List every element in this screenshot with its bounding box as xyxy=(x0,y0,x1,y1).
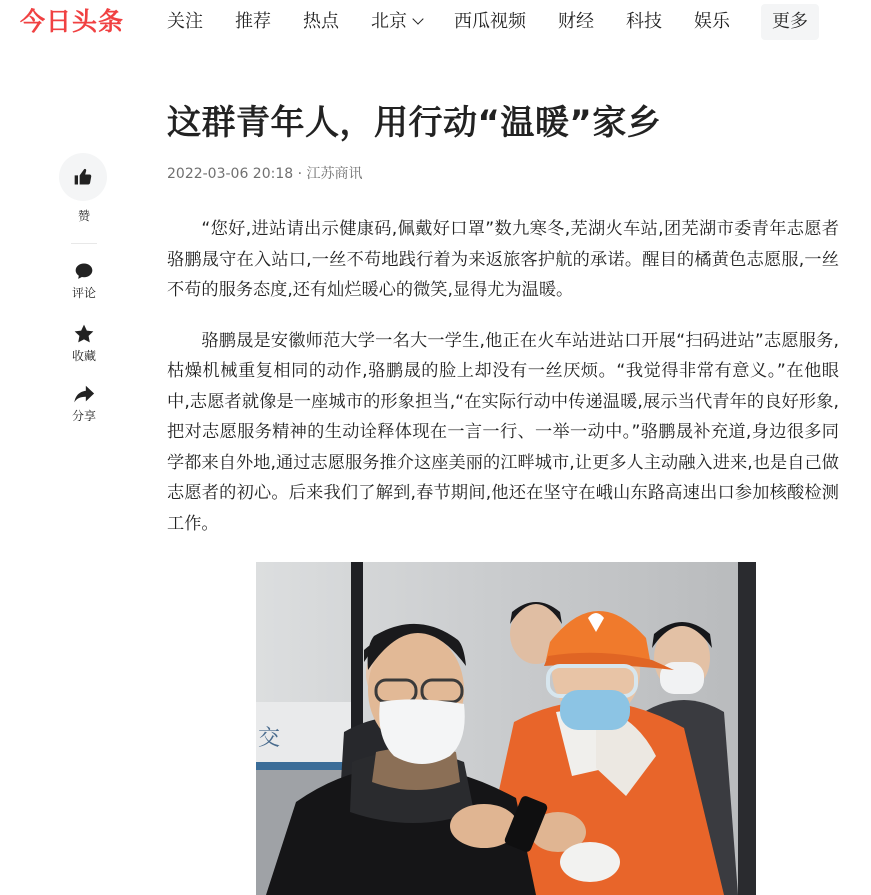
thumbs-up-icon xyxy=(73,167,93,187)
star-icon xyxy=(73,323,95,345)
rail-divider xyxy=(71,243,97,244)
share-label: 分享 xyxy=(71,409,96,423)
article xyxy=(167,92,839,539)
like-button[interactable] xyxy=(59,153,107,201)
article-source[interactable]: 江苏商讯 xyxy=(306,166,363,182)
nav-item-hot[interactable]: 热点 xyxy=(303,11,339,32)
article-title: 这群青年人，用行动“温暖”家乡 xyxy=(167,103,662,143)
article-paragraph: 骆鹏晟是安徽师范大学一名大一学生,他正在火车站进站口开展“扫码进站”志愿服务,枯燥机械重复相同的动作,骆鹏晟的脸上却没有一丝厌烦。“我觉得非常有意义。”在他眼中,志愿者就像是一座城市的形象担当,“在实际行动中传递温暖,展示当代青年的良好形象,把对志愿服务精神的生动诠释体现在一言一行、一举一动中。”骆鹏晟补充道,身边很多同学都来自外地,通过志愿服务推介这座美丽的江畔城市,让更多人主动融入进来,也是自己做志愿者的初心。后来我们了解到,春节期间,他还在坚守在峨山东路高速出口参加核酸检测工作。 xyxy=(167,330,839,534)
nav-item-city-label: 北京 xyxy=(371,11,407,32)
like-action xyxy=(59,153,109,224)
station-sign-text: 交 xyxy=(258,726,281,751)
nav-item-recommend[interactable]: 推荐 xyxy=(235,11,271,32)
comment-label: 评论 xyxy=(71,286,96,300)
nav-item-entertainment[interactable]: 娱乐 xyxy=(694,11,730,32)
publish-time: 2022-03-06 20:18 xyxy=(167,166,294,182)
comment-button[interactable] xyxy=(59,261,109,301)
comment-icon xyxy=(74,261,94,281)
channel-nav xyxy=(167,4,819,40)
nav-more-button[interactable]: 更多 xyxy=(761,4,819,40)
top-navigation xyxy=(0,0,871,46)
meta-separator: · xyxy=(293,166,307,182)
article-photo[interactable] xyxy=(256,562,756,895)
nav-item-tech[interactable]: 科技 xyxy=(626,11,662,32)
site-logo[interactable]: 今日头条 xyxy=(20,7,125,36)
favorite-label: 收藏 xyxy=(71,349,96,363)
favorite-button[interactable] xyxy=(59,323,109,364)
volunteer-scanning-photo xyxy=(256,562,756,895)
like-label: 赞 xyxy=(77,209,90,223)
nav-item-follow[interactable]: 关注 xyxy=(167,11,203,32)
article-paragraph: “您好,进站请出示健康码,佩戴好口罩”数九寒冬,芜湖火车站,团芜湖市委青年志愿者骆鹏晟守在入站口,一丝不苟地践行着为来返旅客护航的承诺。醒目的橘黄色志愿服,一丝不苟的服务态度,还有灿烂暖心的微笑,显得尤为温暖。 xyxy=(167,219,839,300)
article-meta xyxy=(167,164,839,184)
share-button[interactable] xyxy=(59,383,109,424)
nav-item-xigua-video[interactable]: 西瓜视频 xyxy=(454,11,526,32)
share-arrow-icon xyxy=(73,383,95,405)
nav-item-city-dropdown[interactable] xyxy=(371,4,422,40)
chevron-down-icon xyxy=(412,13,423,24)
nav-item-finance[interactable]: 财经 xyxy=(558,11,594,32)
